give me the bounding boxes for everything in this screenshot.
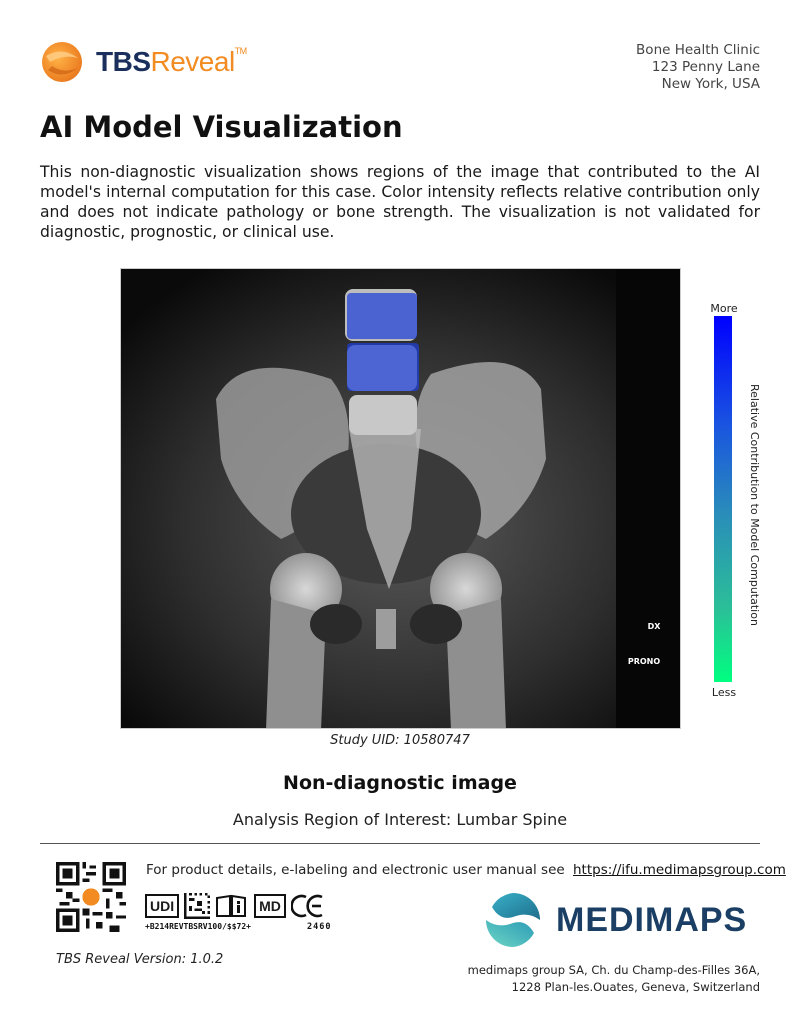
- address-line-2: 1228 Plan-les.Ouates, Geneva, Switzerland: [511, 980, 760, 994]
- clinic-city: New York, USA: [661, 76, 760, 92]
- analysis-roi: Analysis Region of Interest: Lumbar Spine: [232, 810, 568, 829]
- trademark: TM: [234, 46, 247, 56]
- colorbar-axis-label-wrap: [748, 384, 763, 626]
- brand-wordmark: [96, 46, 247, 78]
- medimaps-logo: [482, 889, 747, 951]
- clinic-address: [636, 42, 760, 93]
- footer-divider: [40, 843, 760, 844]
- marker-dx: DX: [647, 622, 661, 631]
- non-diagnostic-heading: Non-diagnostic image: [283, 772, 517, 794]
- ce-number: 2460: [307, 922, 332, 932]
- product-details: [146, 862, 786, 878]
- udi-label: UDI: [145, 894, 179, 918]
- colorbar-bottom-label: Less: [711, 686, 737, 699]
- study-uid: Study UID: 10580747: [330, 733, 470, 748]
- tbs-reveal-logo: [40, 40, 247, 84]
- colorbar-top-label: More: [710, 302, 738, 315]
- medimaps-logo-icon: [482, 889, 544, 951]
- ce-mark-icon: [291, 894, 325, 918]
- address-line-1: medimaps group SA, Ch. du Champ-des-Filles 36A,: [467, 963, 760, 977]
- medimaps-wordmark: MEDIMAPS: [556, 900, 748, 939]
- marker-prono: PRONO: [627, 657, 661, 666]
- page-title: AI Model Visualization: [40, 110, 403, 144]
- manual-icon: [215, 894, 249, 918]
- ifu-link[interactable]: https://ifu.medimapsgroup.com: [572, 862, 786, 878]
- clinic-name: Bone Health Clinic: [636, 42, 760, 58]
- clinic-street: 123 Penny Lane: [651, 59, 760, 75]
- company-address: [468, 962, 760, 996]
- regulatory-symbols: [145, 893, 325, 919]
- brand-name-part1: TBS: [96, 46, 151, 77]
- qr-code-icon[interactable]: [56, 862, 126, 932]
- md-label: MD: [254, 894, 286, 918]
- disclaimer-text: This non-diagnostic visualization shows regions of the image that contributed to the AI model's internal computation for this case. Color intensity reflects relative contribution only and does not indicate pathology or bone strength. The visualization is not validated for diagnostic, prognostic, or clinical use.: [40, 163, 760, 241]
- colorbar-axis-label: Relative Contribution to Model Computation: [748, 384, 761, 626]
- colorbar: [714, 316, 732, 682]
- tbs-reveal-logo-icon: [40, 40, 84, 84]
- software-version: TBS Reveal Version: 1.0.2: [56, 952, 224, 967]
- brand-name-part2: Reveal: [150, 46, 235, 77]
- datamatrix-icon: [184, 893, 210, 919]
- udi-code: +B214REVTBSRV100/$$72+: [145, 922, 251, 931]
- xray-image: [120, 268, 681, 729]
- product-details-text: For product details, e-labeling and electronic user manual see: [146, 862, 565, 878]
